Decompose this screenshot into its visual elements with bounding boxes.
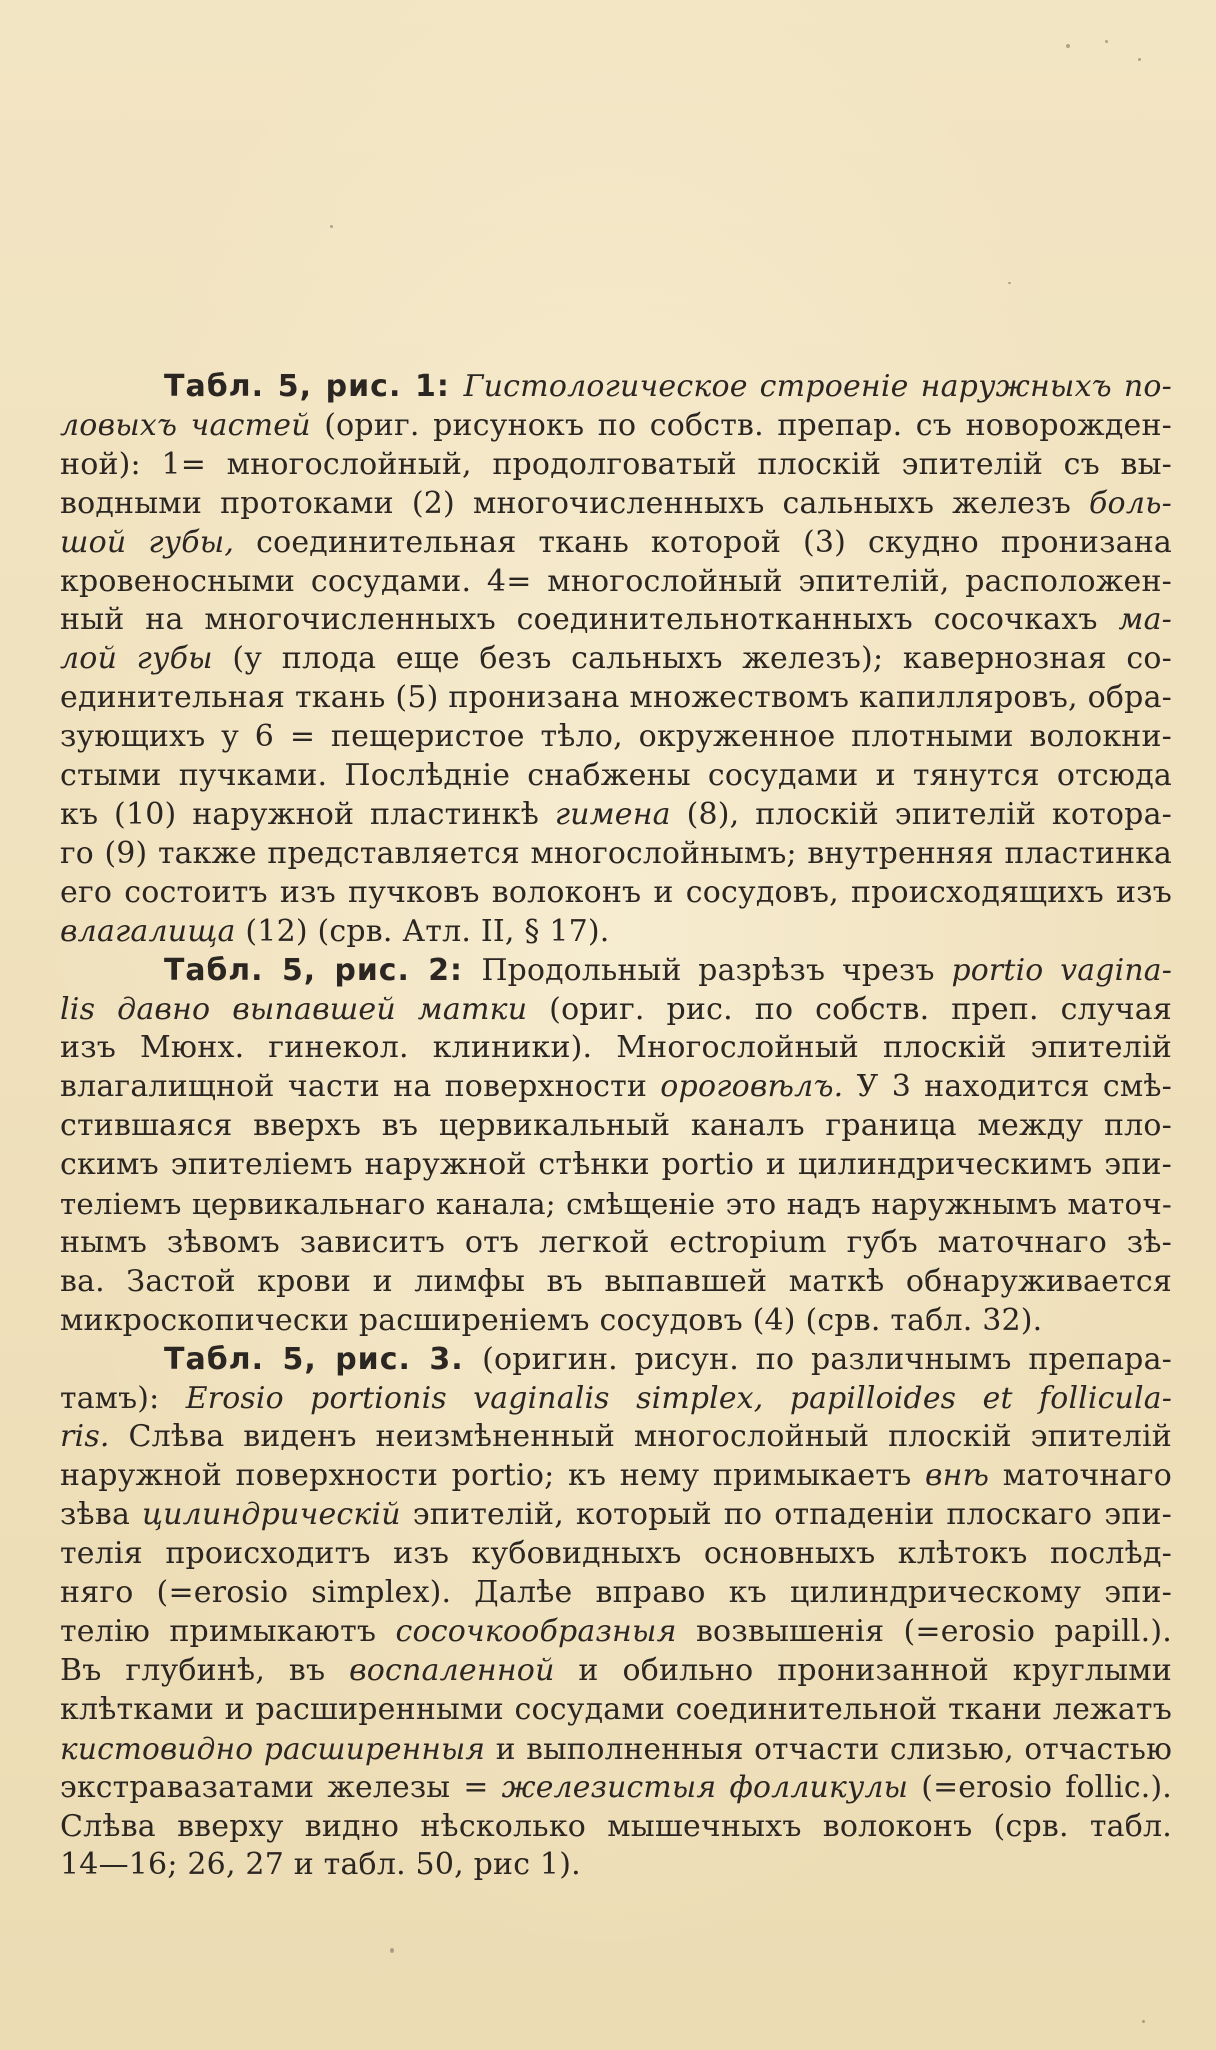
text-line [60, 601, 1172, 640]
paper-speck [1008, 282, 1011, 284]
text-line [60, 1613, 1172, 1652]
italic-term: ма- [1118, 602, 1172, 638]
text-run: зѣва [60, 1497, 142, 1533]
text-run: няго (=erosio simplex). Далѣе вправо къ цилиндрическому эпи- [60, 1575, 1172, 1611]
text-line [60, 718, 1172, 757]
text-run: зующихъ у 6 = пещеристое тѣло, окруженное плотными волокни- [60, 719, 1172, 755]
text-run: (=erosio follic.). [908, 1769, 1172, 1805]
text-line [60, 835, 1172, 874]
text-run: У 3 находится смѣ- [843, 1069, 1172, 1105]
text-run: 14—16; 26, 27 и табл. 50, рис 1). [60, 1847, 581, 1883]
text-run: водными протоками (2) многочисленныхъ сальныхъ железъ [60, 485, 1090, 521]
italic-term: цилиндрическій [142, 1497, 401, 1533]
italic-term: влагалища [60, 913, 236, 949]
text-run: ный на многочисленныхъ соединительнотканныхъ сосочкахъ [60, 602, 1119, 638]
text-run: Продольный разрѣзъ чрезъ [481, 952, 952, 988]
text-run: микроскопически расширеніемъ сосудовъ (4) (срв. табл. 32). [60, 1302, 1043, 1338]
text-run: кровеносными сосудами. 4= многослойный эпителій, расположен- [60, 563, 1172, 599]
italic-term: кистовидно расширенныя [60, 1731, 486, 1766]
text-line [60, 1107, 1172, 1146]
text-run: его состоитъ изъ пучковъ волоконъ и сосудовъ, происходящихъ изъ [60, 874, 1172, 910]
latin-term: Erosio portionis vaginalis simplex, papilloides et follicula- [185, 1380, 1172, 1416]
text-run: и выполненныя отчасти слизью, отчастью [485, 1731, 1172, 1766]
text-line [60, 1302, 1172, 1341]
text-run: (ориг. рис. по собств. преп. случая [527, 991, 1172, 1027]
text-run: (12) (срв. Атл. II, § 17). [235, 913, 610, 949]
paper-speck [1142, 2020, 1145, 2023]
text-run: Слѣва виденъ неизмѣненный многослойный плоскій эпителій [109, 1419, 1172, 1455]
text-line [60, 1146, 1172, 1185]
text-run: теліемъ цервикальнаго канала; смѣщеніе это надъ наружнымъ маточ- [60, 1187, 1172, 1222]
text-run: телію примыкаютъ [60, 1614, 396, 1649]
text-run: Въ глубинѣ, въ [60, 1652, 350, 1688]
text-run: го (9) также представляется многослойнымъ; внутренняя пластинка [60, 835, 1172, 871]
text-line [60, 1535, 1172, 1574]
text-line [60, 1808, 1172, 1847]
text-run: ва. Застой крови и лимфы въ выпавшей маткѣ обнаруживается [60, 1263, 1172, 1299]
text-line [60, 796, 1172, 835]
text-line [60, 1263, 1172, 1302]
text-line [60, 757, 1172, 796]
paper-speck [1138, 58, 1141, 61]
text-line [60, 524, 1172, 563]
text-line [60, 874, 1172, 913]
text-run: и обильно пронизанной круглыми [554, 1652, 1172, 1688]
italic-term: шой губы, [60, 524, 235, 560]
italic-term: внѣ [924, 1458, 990, 1494]
italic-term: боль- [1089, 485, 1172, 521]
text-run: маточнаго [989, 1458, 1172, 1494]
paper-speck [330, 225, 333, 228]
text-line [60, 991, 1172, 1030]
italic-term: ороговѣлъ. [660, 1069, 844, 1105]
text-run: стыми пучками. Послѣдніе снабжены сосудами и тянутся отсюда [60, 758, 1172, 794]
text-run: наружной поверхности portio; къ нему примыкаетъ [60, 1458, 925, 1494]
latin-term: ris. [60, 1419, 110, 1455]
text-run: (8), плоскій эпителій котора- [670, 796, 1172, 832]
text-line [60, 1380, 1172, 1419]
text-line [60, 1730, 1172, 1769]
italic-term: лой губы [60, 641, 213, 677]
italic-term: давно выпавшей матки [95, 991, 528, 1027]
text-run: къ (10) наружной пластинкѣ [60, 796, 555, 832]
figure-label: Табл. 5, рис. 2: [164, 952, 482, 988]
text-line [60, 679, 1172, 718]
text-line [60, 1418, 1172, 1457]
text-run: тамъ): [60, 1380, 186, 1416]
figure-label: Табл. 5, рис. 1: [164, 369, 464, 404]
text-line [60, 1341, 1172, 1380]
text-run: (оригин. рисун. по различнымъ препара- [482, 1341, 1172, 1377]
text-line [60, 1224, 1172, 1263]
text-line [60, 563, 1172, 602]
figure-caption-paragraph [60, 1341, 1172, 1886]
text-run: стившаяся вверхъ въ цервикальный каналъ граница между пло- [60, 1108, 1172, 1144]
text-line [60, 952, 1172, 991]
text-line [60, 1457, 1172, 1496]
figure-caption-paragraph [60, 368, 1172, 952]
text-run: единительная ткань (5) пронизана множествомъ капилляровъ, обра- [60, 680, 1172, 716]
text-line [60, 446, 1172, 485]
text-line [60, 1185, 1172, 1224]
latin-term: lis [60, 991, 96, 1027]
description-text [60, 368, 1172, 1885]
latin-term: portio vagina- [951, 952, 1172, 988]
text-run: (у плода еще безъ сальныхъ железъ); кавернозная со- [212, 641, 1172, 677]
text-run: нымъ зѣвомъ зависитъ отъ легкой ectropium губъ маточнаго зѣ- [60, 1224, 1172, 1260]
text-line [60, 368, 1172, 407]
text-line [60, 1691, 1172, 1730]
paper-speck [1066, 44, 1070, 48]
italic-term: сосочкообразныя [395, 1614, 677, 1649]
text-line [60, 1769, 1172, 1808]
text-line [60, 1068, 1172, 1107]
text-line [60, 1652, 1172, 1691]
text-line [60, 913, 1172, 952]
text-run: возвышенія (=erosio papill.). [676, 1614, 1172, 1649]
text-line [60, 485, 1172, 524]
text-run: влагалищной части на поверхности [60, 1069, 661, 1105]
text-run: соединительная ткань которой (3) скудно пронизана [234, 524, 1172, 560]
text-run: Слѣва вверху видно нѣсколько мышечныхъ волоконъ (срв. табл. [60, 1808, 1172, 1844]
italic-term: железистыя фолликулы [501, 1769, 909, 1805]
figure-caption-paragraph [60, 952, 1172, 1341]
text-line [60, 640, 1172, 679]
italic-term: гимена [554, 796, 671, 832]
paper-speck [1105, 40, 1108, 43]
text-run: изъ Мюнх. гинекол. клиники). Многослойный плоскій эпителій [60, 1030, 1172, 1066]
figure-label: Табл. 5, рис. 3. [164, 1341, 483, 1377]
paper-speck [390, 1948, 394, 1953]
text-run: скимъ эпителіемъ наружной стѣнки portio и цилиндрическимъ эпи- [60, 1147, 1172, 1183]
text-run: клѣтками и расширенными сосудами соединительной ткани лежатъ [60, 1691, 1172, 1727]
italic-term: Гистологическое строеніе наружныхъ по- [463, 369, 1172, 404]
text-line [60, 1029, 1172, 1068]
text-run: эпителій, который по отпаденіи плоскаго эпи- [400, 1497, 1172, 1533]
text-line [60, 1846, 1172, 1885]
italic-term: ловыхъ частей [60, 407, 311, 443]
text-line [60, 1574, 1172, 1613]
italic-term: воспаленной [349, 1652, 555, 1688]
text-run: экстравазатами железы = [60, 1769, 502, 1805]
text-run: (ориг. рисунокъ по собств. препар. съ новорожден- [310, 407, 1172, 443]
text-line [60, 1496, 1172, 1535]
text-line [60, 407, 1172, 446]
text-run: ной): 1= многослойный, продолговатый плоскій эпителій съ вы- [60, 446, 1172, 482]
text-run: телія происходитъ изъ кубовидныхъ основныхъ клѣтокъ послѣд- [60, 1536, 1172, 1572]
